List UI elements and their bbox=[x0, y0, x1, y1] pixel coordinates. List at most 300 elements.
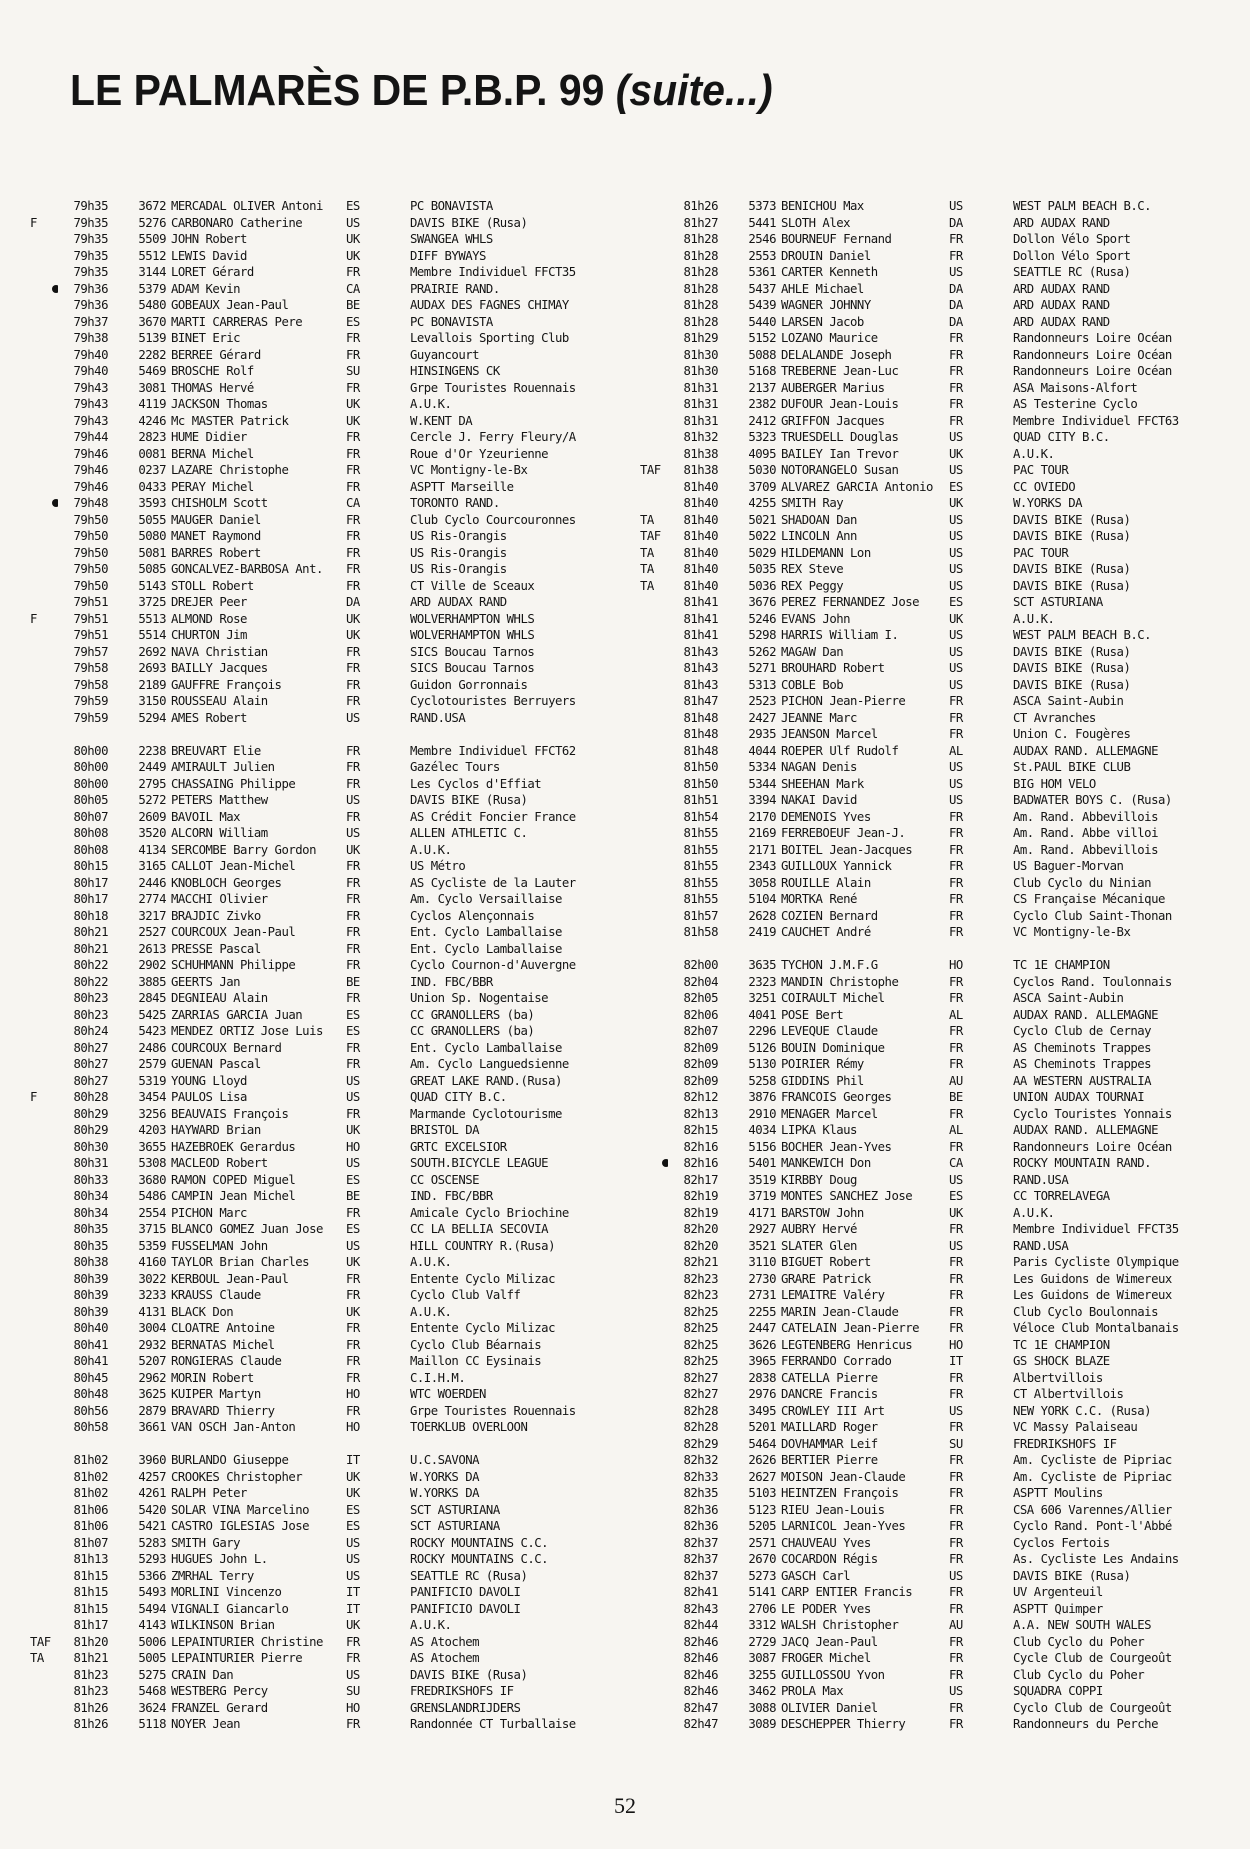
country-code: AU bbox=[949, 1618, 963, 1632]
finish-time: 82h25 bbox=[683, 1321, 718, 1335]
finish-time: 79h57 bbox=[73, 644, 108, 659]
finish-time: 82h06 bbox=[683, 1007, 718, 1022]
club-name: DAVIS BIKE (Rusa) bbox=[1013, 578, 1131, 593]
bib-number: 4255 bbox=[748, 496, 776, 510]
page-number: 52 bbox=[614, 1793, 636, 1818]
finish-time: 81h40 bbox=[683, 562, 718, 576]
bib-number: 2523 bbox=[748, 694, 776, 708]
tandem-flag bbox=[370, 974, 410, 991]
bib-number: 3965 bbox=[748, 1354, 776, 1368]
club-name: DAVIS BIKE (Rusa) bbox=[410, 215, 528, 230]
club-name: Cyclo Club Béarnais bbox=[410, 1337, 542, 1352]
club-name: A.A. NEW SOUTH WALES bbox=[1013, 1618, 1152, 1632]
rider-name: CROOKES Christopher bbox=[171, 1469, 303, 1484]
country-code: UK bbox=[949, 611, 963, 626]
club-name: DAVIS BIKE (Rusa) bbox=[1013, 529, 1131, 543]
club-name: A.U.K. bbox=[410, 1618, 452, 1632]
tandem-flag bbox=[973, 1023, 1013, 1040]
tandem-flag bbox=[973, 512, 1013, 529]
result-row bbox=[30, 644, 650, 661]
finish-time: 81h06 bbox=[73, 1502, 108, 1517]
finish-time: 79h40 bbox=[73, 364, 108, 378]
bib-number: 5294 bbox=[138, 710, 166, 725]
result-row bbox=[640, 908, 1240, 925]
rider-mark bbox=[640, 1386, 668, 1403]
rider-name: TYCHON J.M.F.G bbox=[781, 958, 878, 972]
country-code: FR bbox=[346, 446, 360, 461]
finish-time: 79h50 bbox=[73, 545, 108, 560]
rider-name: HEINTZEN François bbox=[781, 1486, 899, 1500]
country-code: FR bbox=[346, 562, 360, 576]
country-code: US bbox=[346, 710, 360, 725]
bib-number: 2189 bbox=[138, 677, 166, 692]
finish-time: 81h15 bbox=[73, 1568, 108, 1583]
result-row bbox=[30, 1469, 650, 1486]
bib-number: 5118 bbox=[138, 1717, 166, 1731]
country-code: US bbox=[346, 826, 360, 840]
tandem-flag bbox=[370, 1403, 410, 1420]
bib-number: 2935 bbox=[748, 727, 776, 741]
country-code: FR bbox=[949, 1535, 963, 1550]
country-code: FR bbox=[346, 1106, 360, 1121]
club-name: SCT ASTURIANA bbox=[1013, 595, 1103, 609]
rider-name: DELALANDE Joseph bbox=[781, 347, 892, 362]
country-code: FR bbox=[949, 413, 963, 428]
bib-number: 5271 bbox=[748, 661, 776, 675]
result-row bbox=[30, 1106, 650, 1123]
rider-name: MOISON Jean-Claude bbox=[781, 1469, 906, 1484]
finish-time: 81h28 bbox=[683, 281, 718, 296]
bib-number: 5006 bbox=[138, 1634, 166, 1649]
bib-number: 5373 bbox=[748, 199, 776, 213]
bib-number: 5258 bbox=[748, 1073, 776, 1088]
bib-number: 2626 bbox=[748, 1453, 776, 1467]
club-name: US Métro bbox=[410, 859, 466, 873]
result-row bbox=[30, 578, 650, 595]
rider-name: PROLA Max bbox=[781, 1684, 844, 1698]
country-code: DA bbox=[949, 298, 963, 312]
result-row bbox=[640, 1683, 1240, 1700]
tandem-flag bbox=[370, 1007, 410, 1024]
result-row bbox=[640, 1386, 1240, 1403]
rider-mark bbox=[640, 1452, 668, 1469]
country-code: FR bbox=[346, 1651, 360, 1665]
rider-mark bbox=[30, 330, 58, 347]
tandem-flag bbox=[370, 1155, 410, 1172]
bib-number: 3462 bbox=[748, 1684, 776, 1698]
country-code: US bbox=[949, 430, 963, 444]
country-code: US bbox=[949, 1568, 963, 1583]
finish-time: 80h23 bbox=[73, 991, 108, 1005]
finish-time: 81h28 bbox=[683, 232, 718, 246]
rider-name: CHAUVEAU Yves bbox=[781, 1535, 871, 1550]
rider-name: REX Steve bbox=[781, 562, 844, 576]
club-name: BIG HOM VELO bbox=[1013, 776, 1096, 791]
result-row bbox=[640, 809, 1240, 826]
finish-time: 81h31 bbox=[683, 380, 718, 395]
rider-mark bbox=[640, 924, 668, 941]
rider-mark bbox=[640, 792, 668, 809]
tandem-flag bbox=[973, 974, 1013, 991]
rider-name: YOUNG Lloyd bbox=[171, 1073, 247, 1088]
result-row bbox=[640, 1502, 1240, 1519]
finish-time: 79h36 bbox=[73, 281, 108, 296]
country-code: FR bbox=[346, 1370, 360, 1385]
club-name: Maillon CC Eysinais bbox=[410, 1354, 542, 1368]
rider-name: GAUFFRE François bbox=[171, 677, 282, 692]
tandem-flag bbox=[370, 281, 410, 298]
rider-name: BENICHOU Max bbox=[781, 199, 864, 213]
rider-name: TRUESDELL Douglas bbox=[781, 430, 899, 444]
tandem-flag bbox=[370, 1617, 410, 1634]
rider-mark bbox=[30, 1601, 58, 1618]
finish-time: 80h28 bbox=[73, 1090, 108, 1104]
country-code: FR bbox=[346, 578, 360, 593]
bib-number: 4134 bbox=[138, 842, 166, 857]
rider-mark bbox=[30, 957, 58, 974]
bib-number: 4171 bbox=[748, 1205, 776, 1220]
bib-number: 3960 bbox=[138, 1453, 166, 1467]
finish-time: 81h07 bbox=[73, 1535, 108, 1550]
result-row bbox=[640, 1535, 1240, 1552]
club-name: RAND.USA bbox=[410, 710, 466, 725]
finish-time: 79h58 bbox=[73, 661, 108, 675]
result-row bbox=[640, 281, 1240, 298]
country-code: AL bbox=[949, 1007, 963, 1022]
rider-name: SMITH Ray bbox=[781, 496, 844, 510]
result-row bbox=[640, 1320, 1240, 1337]
rider-mark bbox=[30, 875, 58, 892]
rider-name: MORTKA René bbox=[781, 892, 857, 906]
bib-number: 3885 bbox=[138, 974, 166, 989]
result-row bbox=[640, 512, 1240, 529]
tandem-flag bbox=[973, 1122, 1013, 1139]
result-row bbox=[30, 1700, 650, 1717]
country-code: FR bbox=[949, 1651, 963, 1665]
country-code: FR bbox=[949, 826, 963, 840]
club-name: C.I.H.M. bbox=[410, 1370, 466, 1385]
rider-mark bbox=[30, 248, 58, 265]
rider-name: MAUGER Daniel bbox=[171, 512, 261, 527]
result-row bbox=[30, 1188, 650, 1205]
finish-time: 80h41 bbox=[73, 1354, 108, 1368]
rider-name: WALSH Christopher bbox=[781, 1618, 899, 1632]
country-code: FR bbox=[346, 958, 360, 972]
result-row bbox=[30, 677, 650, 694]
rider-name: MACLEOD Robert bbox=[171, 1156, 268, 1170]
rider-mark bbox=[640, 330, 668, 347]
tandem-flag bbox=[370, 693, 410, 710]
rider-name: AHLE Michael bbox=[781, 281, 864, 296]
tandem-flag bbox=[370, 1073, 410, 1090]
bib-number: 2976 bbox=[748, 1387, 776, 1401]
rider-name: HILDEMANN Lon bbox=[781, 545, 871, 560]
rider-mark bbox=[640, 1502, 668, 1519]
bib-number: 5036 bbox=[748, 578, 776, 593]
bib-number: 5366 bbox=[138, 1568, 166, 1583]
tandem-flag bbox=[370, 875, 410, 892]
rider-name: BERTIER Pierre bbox=[781, 1453, 878, 1467]
result-row bbox=[640, 660, 1240, 677]
country-code: FR bbox=[346, 1271, 360, 1286]
rider-mark bbox=[30, 1172, 58, 1189]
rider-name: PRESSE Pascal bbox=[171, 941, 261, 956]
result-row bbox=[30, 1073, 650, 1090]
finish-time: 81h55 bbox=[683, 859, 718, 873]
country-code: US bbox=[346, 1073, 360, 1088]
country-code: UK bbox=[346, 1123, 360, 1137]
tandem-flag bbox=[973, 446, 1013, 463]
result-row bbox=[640, 611, 1240, 628]
club-name: A.U.K. bbox=[410, 397, 452, 411]
tandem-flag bbox=[370, 825, 410, 842]
result-row bbox=[640, 1056, 1240, 1073]
finish-time: 82h46 bbox=[683, 1684, 718, 1698]
finish-time: 80h34 bbox=[73, 1189, 108, 1203]
club-name: AS Testerine Cyclo bbox=[1013, 397, 1138, 411]
country-code: DA bbox=[949, 215, 963, 230]
bib-number: 5029 bbox=[748, 545, 776, 560]
rider-name: RALPH Peter bbox=[171, 1486, 247, 1500]
tandem-flag bbox=[973, 594, 1013, 611]
rider-name: LEPAINTURIER Christine bbox=[171, 1634, 323, 1649]
rider-mark bbox=[640, 1700, 668, 1717]
result-row bbox=[30, 974, 650, 991]
club-name: PAC TOUR bbox=[1013, 545, 1069, 560]
country-code: FR bbox=[949, 1585, 963, 1599]
rider-name: CARBONARO Catherine bbox=[171, 215, 303, 230]
club-name: AS Crédit Foncier France bbox=[410, 809, 576, 824]
club-name: St.PAUL BIKE CLUB bbox=[1013, 760, 1131, 774]
rider-name: PICHON Marc bbox=[171, 1205, 247, 1220]
bib-number: 5283 bbox=[138, 1535, 166, 1550]
club-name: RAND.USA bbox=[1013, 1172, 1069, 1187]
result-row bbox=[640, 561, 1240, 578]
bib-number: 3454 bbox=[138, 1090, 166, 1104]
result-row bbox=[30, 1584, 650, 1601]
rider-mark bbox=[640, 231, 668, 248]
country-code: AU bbox=[949, 1073, 963, 1088]
rider-mark bbox=[640, 1287, 668, 1304]
country-code: FR bbox=[949, 1667, 963, 1682]
result-row bbox=[30, 792, 650, 809]
club-name: Marmande Cyclotourisme bbox=[410, 1106, 562, 1121]
country-code: FR bbox=[949, 380, 963, 395]
club-name: ARD AUDAX RAND bbox=[410, 595, 507, 609]
country-code: ES bbox=[346, 314, 360, 329]
club-name: Cycle Club de Courgeoût bbox=[1013, 1651, 1172, 1665]
country-code: FR bbox=[949, 1304, 963, 1319]
result-row bbox=[640, 1254, 1240, 1271]
finish-time: 79h35 bbox=[73, 232, 108, 246]
club-name: AUDAX RAND. ALLEMAGNE bbox=[1013, 1123, 1158, 1137]
bib-number: 3625 bbox=[138, 1387, 166, 1401]
rider-mark bbox=[640, 314, 668, 331]
rider-name: KRAUSS Claude bbox=[171, 1288, 261, 1302]
result-row bbox=[640, 1419, 1240, 1436]
country-code: US bbox=[346, 1667, 360, 1682]
finish-time: 82h16 bbox=[683, 1156, 718, 1170]
club-name: Roue d'Or Yzeurienne bbox=[410, 446, 549, 461]
rider-name: BRAVARD Thierry bbox=[171, 1403, 275, 1418]
finish-time: 80h15 bbox=[73, 859, 108, 873]
result-row bbox=[30, 908, 650, 925]
tandem-flag bbox=[370, 528, 410, 545]
rider-name: BERREE Gérard bbox=[171, 347, 261, 362]
tandem-flag bbox=[973, 297, 1013, 314]
rider-name: LEWIS David bbox=[171, 248, 247, 263]
tandem-flag bbox=[973, 792, 1013, 809]
finish-time: 79h43 bbox=[73, 413, 108, 428]
bib-number: 5088 bbox=[748, 347, 776, 362]
club-name: CC LA BELLIA SECOVIA bbox=[410, 1222, 549, 1236]
bib-number: 3088 bbox=[748, 1700, 776, 1715]
rider-mark bbox=[30, 1073, 58, 1090]
finish-time: 80h00 bbox=[73, 776, 108, 791]
page-title bbox=[70, 66, 773, 116]
rider-mark bbox=[30, 693, 58, 710]
rider-name: MONTES SANCHEZ Jose bbox=[781, 1189, 913, 1203]
result-row bbox=[30, 248, 650, 265]
tandem-flag bbox=[973, 1337, 1013, 1354]
club-name: SICS Boucau Tarnos bbox=[410, 661, 535, 675]
finish-time: 80h17 bbox=[73, 875, 108, 890]
bib-number: 5123 bbox=[748, 1502, 776, 1517]
rider-name: MANKEWICH Don bbox=[781, 1156, 871, 1170]
rider-name: GRARE Patrick bbox=[781, 1271, 871, 1286]
country-code: US bbox=[949, 265, 963, 279]
finish-time: 79h36 bbox=[73, 298, 108, 312]
club-name: Am. Cycliste de Pipriac bbox=[1013, 1469, 1172, 1484]
result-row bbox=[30, 330, 650, 347]
club-name: AS Cheminots Trappes bbox=[1013, 1040, 1152, 1055]
tandem-flag bbox=[973, 809, 1013, 826]
rider-name: WESTBERG Percy bbox=[171, 1684, 268, 1698]
rider-mark bbox=[640, 1155, 668, 1172]
bib-number: 3519 bbox=[748, 1172, 776, 1187]
title-suite: (suite...) bbox=[615, 66, 773, 115]
rider-name: CAUCHET André bbox=[781, 925, 871, 939]
country-code: UK bbox=[346, 1469, 360, 1484]
bib-number: 2774 bbox=[138, 892, 166, 906]
bib-number: 5104 bbox=[748, 892, 776, 906]
rider-name: LAZARE Christophe bbox=[171, 463, 289, 477]
result-row bbox=[30, 264, 650, 281]
country-code: US bbox=[949, 793, 963, 807]
country-code: DA bbox=[949, 281, 963, 296]
tandem-flag bbox=[973, 347, 1013, 364]
club-name: AS Atochem bbox=[410, 1651, 480, 1665]
rider-mark bbox=[30, 1584, 58, 1601]
result-row bbox=[640, 297, 1240, 314]
bib-number: 3626 bbox=[748, 1337, 776, 1352]
rider-name: BURLANDO Giuseppe bbox=[171, 1453, 289, 1467]
result-row bbox=[640, 1650, 1240, 1667]
result-row bbox=[30, 561, 650, 578]
bib-number: 3233 bbox=[138, 1288, 166, 1302]
result-row bbox=[30, 479, 650, 496]
country-code: UK bbox=[346, 248, 360, 263]
bib-number: 2255 bbox=[748, 1304, 776, 1319]
tandem-flag bbox=[370, 512, 410, 529]
club-name: A.U.K. bbox=[1013, 1205, 1055, 1220]
bib-number: 2731 bbox=[748, 1288, 776, 1302]
finish-time: 79h35 bbox=[73, 265, 108, 279]
club-name: W.YORKS DA bbox=[1013, 496, 1083, 510]
club-name: TC 1E CHAMPION bbox=[1013, 958, 1110, 972]
rider-mark bbox=[640, 413, 668, 430]
club-name: CT Avranches bbox=[1013, 710, 1096, 725]
country-code: FR bbox=[949, 694, 963, 708]
finish-time: 82h21 bbox=[683, 1255, 718, 1269]
tandem-flag bbox=[973, 644, 1013, 661]
finish-time: 81h15 bbox=[73, 1601, 108, 1616]
country-code: FR bbox=[949, 1453, 963, 1467]
finish-time: 81h28 bbox=[683, 248, 718, 263]
club-name: ALLEN ATHLETIC C. bbox=[410, 826, 528, 840]
rider-mark bbox=[640, 1551, 668, 1568]
country-code: US bbox=[346, 1156, 360, 1170]
country-code: FR bbox=[949, 991, 963, 1005]
club-name: SEATTLE RC (Rusa) bbox=[410, 1568, 528, 1583]
result-row bbox=[30, 1271, 650, 1288]
result-row bbox=[30, 413, 650, 430]
country-code: US bbox=[949, 512, 963, 527]
country-code: ES bbox=[346, 1007, 360, 1022]
finish-time: 82h09 bbox=[683, 1073, 718, 1088]
rider-mark bbox=[30, 1337, 58, 1354]
result-row bbox=[640, 1337, 1240, 1354]
country-code: FR bbox=[949, 1222, 963, 1236]
finish-time: 81h27 bbox=[683, 215, 718, 230]
country-code: US bbox=[949, 677, 963, 692]
rider-mark bbox=[30, 1205, 58, 1222]
tandem-flag bbox=[370, 413, 410, 430]
bib-number: 2554 bbox=[138, 1205, 166, 1220]
tandem-flag bbox=[973, 1370, 1013, 1387]
bib-number: 5021 bbox=[748, 512, 776, 527]
rider-mark bbox=[640, 1353, 668, 1370]
rider-name: PETERS Matthew bbox=[171, 793, 268, 807]
rider-mark bbox=[30, 1188, 58, 1205]
result-row bbox=[640, 743, 1240, 760]
result-row bbox=[640, 726, 1240, 743]
finish-time: 80h00 bbox=[73, 760, 108, 774]
rider-mark bbox=[640, 264, 668, 281]
result-row bbox=[640, 891, 1240, 908]
rider-mark bbox=[30, 1551, 58, 1568]
club-name: PAC TOUR bbox=[1013, 463, 1069, 477]
result-row bbox=[30, 1007, 650, 1024]
bib-number: 5276 bbox=[138, 215, 166, 230]
result-row bbox=[30, 1056, 650, 1073]
finish-time: 79h51 bbox=[73, 595, 108, 609]
club-name: Membre Individuel FFCT35 bbox=[1013, 1222, 1179, 1236]
club-name: VC Montigny-le-Bx bbox=[410, 463, 528, 477]
bib-number: 5205 bbox=[748, 1519, 776, 1533]
club-name: Club Cyclo Boulonnais bbox=[1013, 1304, 1158, 1319]
club-name: CC OSCENSE bbox=[410, 1172, 480, 1187]
bib-number: 5401 bbox=[748, 1156, 776, 1170]
result-row bbox=[30, 1667, 650, 1684]
rider-mark bbox=[30, 281, 58, 298]
bib-number: 4044 bbox=[748, 743, 776, 758]
country-code: FR bbox=[949, 1321, 963, 1335]
country-code: FR bbox=[346, 908, 360, 923]
result-row bbox=[30, 825, 650, 842]
result-row bbox=[30, 1320, 650, 1337]
finish-time: 82h43 bbox=[683, 1601, 718, 1616]
